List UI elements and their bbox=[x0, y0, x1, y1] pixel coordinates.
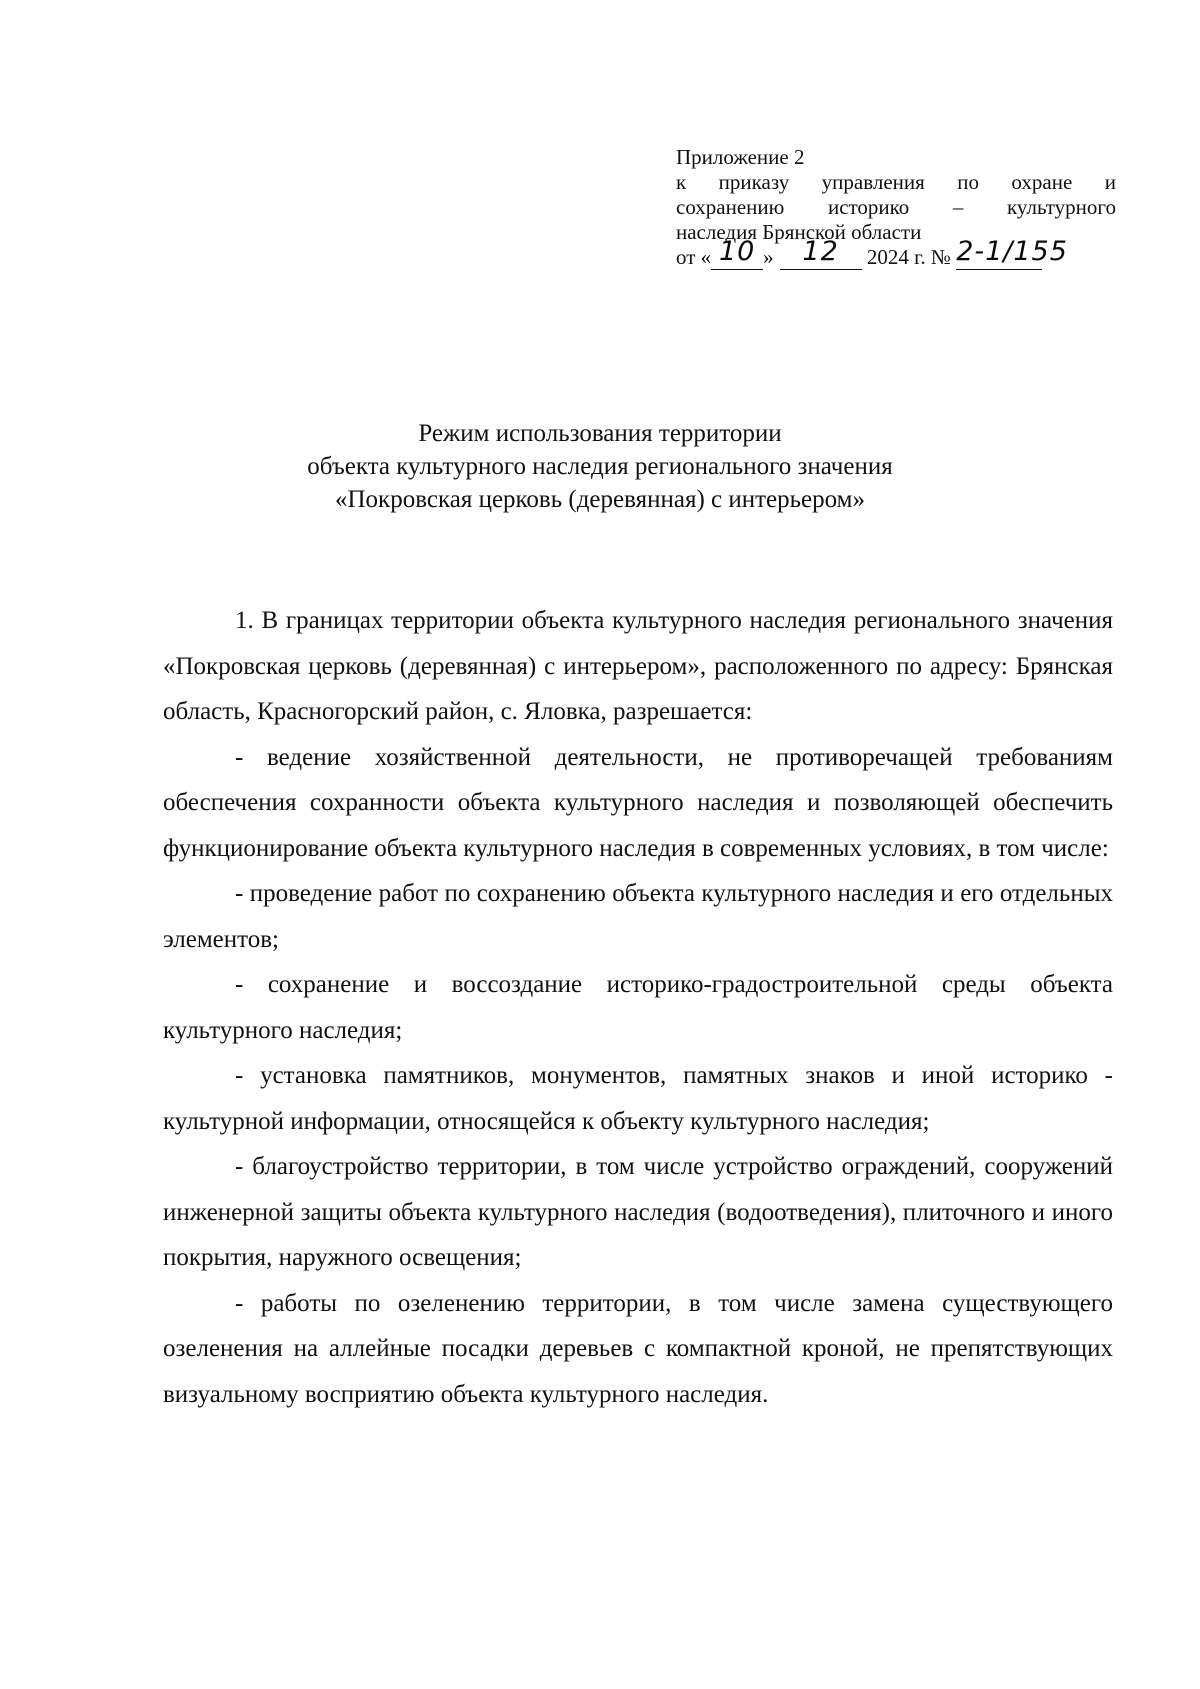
appendix-date-line bbox=[676, 236, 1116, 270]
date-mid: » bbox=[763, 245, 774, 269]
paragraph-landscaping: - благоустройство территории, в том числе устройство ограждений, сооружений инженерной защиты объекта культурного наследия (водоотведения), плиточного и иного покрытия, наружного освещения; bbox=[163, 1153, 1113, 1271]
title-line-2: объекта культурного наследия регионального значения bbox=[307, 453, 893, 480]
appendix-title: Приложение 2 bbox=[676, 145, 805, 169]
paragraph-economic-activity: - ведение хозяйственной деятельности, не противоречащей требованиям обеспечения сохранности объекта культурного наследия и позволяющей обеспечить функционирование объекта культурного наследия в современных условиях, в том числе: bbox=[163, 743, 1113, 862]
appendix-region: наследия Брянской области bbox=[676, 220, 922, 244]
date-year: 2024 г. № bbox=[866, 245, 951, 269]
paragraph-monuments: - установка памятников, монументов, памятных знаков и иной историко - культурной информации, относящейся к объекту культурного наследия; bbox=[163, 1062, 1113, 1135]
order-number-field bbox=[956, 236, 1068, 270]
date-prefix: от « bbox=[676, 245, 712, 269]
appendix-order-ref: к приказу управления по охране и bbox=[676, 170, 1116, 194]
paragraph-preservation-works: - проведение работ по сохранению объекта культурного наследия и его отдельных элементов; bbox=[163, 880, 1113, 953]
paragraph-intro: 1. В границах территории объекта культурного наследия регионального значения «Покровская церковь (деревянная) с интерьером», расположенного по адресу: Брянская область, Красногорский район, с. Яловка, разрешается: bbox=[163, 607, 1113, 725]
title-line-1: Режим использования территории bbox=[418, 420, 782, 447]
appendix-authority: сохранению историко – культурного bbox=[676, 195, 1116, 219]
paragraph-environment-restoration: - сохранение и воссоздание историко-градостроительной среды объекта культурного наследия; bbox=[163, 971, 1113, 1044]
date-day-handwritten: 10 bbox=[718, 236, 756, 267]
order-number-handwritten: 2-1/155 bbox=[956, 236, 1068, 267]
date-day-field bbox=[711, 236, 763, 270]
appendix-header bbox=[676, 145, 1116, 270]
date-month-handwritten: 12 bbox=[802, 236, 839, 267]
document-title bbox=[150, 417, 1050, 516]
paragraph-greenery: - работы по озеленению территории, в том числе замена существующего озеленения на аллейные посадки деревьев с компактной кроной, не препятствующих визуальному восприятию объекта культурного наследия. bbox=[163, 1289, 1113, 1408]
document-body bbox=[163, 598, 1113, 1417]
title-line-3: «Покровская церковь (деревянная) с интерьером» bbox=[335, 486, 865, 513]
date-month-field bbox=[780, 236, 862, 270]
